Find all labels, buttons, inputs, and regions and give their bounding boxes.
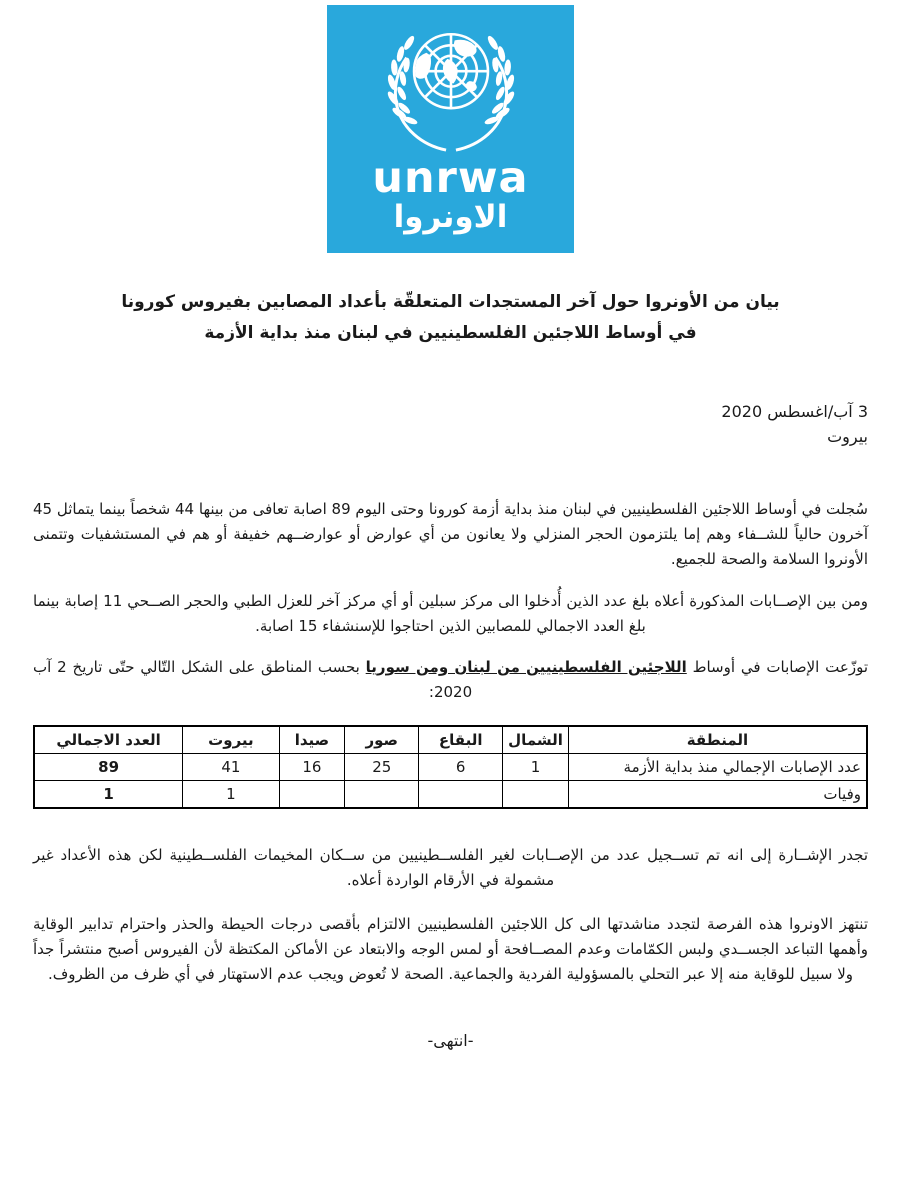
- unrwa-wordmark-en: unrwa: [372, 153, 529, 203]
- cell-deaths-beirut: 1: [183, 781, 279, 809]
- cell-cases-tyre: 25: [345, 754, 419, 781]
- cell-cases-beirut: 41: [183, 754, 279, 781]
- unrwa-logo: [327, 5, 574, 253]
- row-label-total-cases: عدد الإصابات الإجمالي منذ بداية الأزمة: [568, 754, 867, 781]
- un-emblem-icon: [376, 17, 526, 155]
- table-row-total-cases: [34, 754, 867, 781]
- cell-cases-saida: 16: [279, 754, 345, 781]
- paragraph-distribution-intro: [33, 655, 868, 705]
- col-header-total: العدد الاجمالي: [34, 726, 183, 754]
- table-row-deaths: [34, 781, 867, 809]
- col-header-beirut: بيروت: [183, 726, 279, 754]
- cell-deaths-bekaa: [419, 781, 503, 809]
- cell-deaths-total: 1: [34, 781, 183, 809]
- paragraph-cases-summary: سُجلت في أوساط اللاجئين الفلسطينيين في لبنان منذ بداية أزمة كورونا وحتى اليوم 89 اصابة تعافى من بينها 44 شخصاً بينما يتماثل 45 آخرون حالياً للشــفاء وهم إما يلتزمون الحجر المنزلي ولا يعانون من أي عوارض أو عوارضــهم خفيفة أو هم في المستشفيات وتتمنى الأونروا السلامة والصحة للجميع.: [33, 500, 868, 568]
- cell-cases-north: 1: [503, 754, 569, 781]
- cell-deaths-tyre: [345, 781, 419, 809]
- statement-city: بيروت: [827, 427, 868, 446]
- col-header-bekaa: البقاع: [419, 726, 503, 754]
- statement-title-line2: في أوساط اللاجئين الفلسطينيين في لبنان منذ بداية الأزمة: [204, 323, 697, 343]
- distribution-intro-suffix: بحسب المناطق على الشكل التّالي حتّى تاريخ 2 آب 2020:: [33, 658, 473, 701]
- statement-title-line1: بيان من الأونروا حول آخر المستجدات المتعلقّة بأعداد المصابين بفيروس كورونا: [121, 292, 780, 312]
- distribution-intro-emphasis: اللاجئين الفلسطينيين من لبنان ومن سوريا: [365, 658, 687, 676]
- end-of-statement-mark: -انتهى-: [427, 1031, 474, 1050]
- dateline: [33, 399, 868, 449]
- paragraph-isolation-centers: ومن بين الإصــابات المذكورة أعلاه بلغ عدد الذين أُدخلوا الى مركز سبلين أو أي مركز آخر للعزل الطبي والحجر الصــحي 11 إصابة بينما بلغ العدد الاجمالي للمصابين الذين احتاجوا للإسنشفاء 15 اصابة.: [33, 592, 868, 635]
- paragraph-non-palestinian-note: تجدر الإشــارة إلى انه تم تســجيل عدد من الإصــابات لغير الفلســطينيين من ســكان المخيمات الفلســطينية لكن هذه الأعداد غير مشمولة في الأرقام الواردة أعلاه.: [33, 846, 868, 889]
- cell-deaths-north: [503, 781, 569, 809]
- col-header-region: المنطقة: [568, 726, 867, 754]
- unrwa-wordmark-ar: الاونروا: [393, 199, 508, 235]
- statement-title: [33, 287, 868, 349]
- row-label-deaths: وفيات: [568, 781, 867, 809]
- cell-deaths-saida: [279, 781, 345, 809]
- distribution-intro-prefix: توزّعت الإصابات في أوساط: [686, 658, 868, 676]
- document-page: [0, 5, 900, 1050]
- cases-by-region-table: [33, 725, 868, 809]
- col-header-north: الشمال: [503, 726, 569, 754]
- table-header-row: [34, 726, 867, 754]
- cell-cases-total: 89: [34, 754, 183, 781]
- cell-cases-bekaa: 6: [419, 754, 503, 781]
- paragraph-appeal: تنتهز الاونروا هذه الفرصة لتجدد مناشدتها الى كل اللاجئين الفلسطينيين الالتزام بأقصى درجات الحيطة والحذر واحترام تدابير الوقاية وأهمها التباعد الجســدي ولبس الكمّامات وعدم المصــافحة أو لمس الوجه والابتعاد عن الأماكن المكتظة لأن الفيروس أصبح منتشراً جداً ولا سبيل للوقاية منه إلا عبر التحلي بالمسؤولية الفردية والجماعية. الصحة لا تُعوض ويجب عدم الاستهتار في أي ظرف من الظروف.: [33, 915, 868, 983]
- col-header-saida: صيدا: [279, 726, 345, 754]
- statement-date: 3 آب/اغسطس 2020: [721, 402, 868, 421]
- col-header-tyre: صور: [345, 726, 419, 754]
